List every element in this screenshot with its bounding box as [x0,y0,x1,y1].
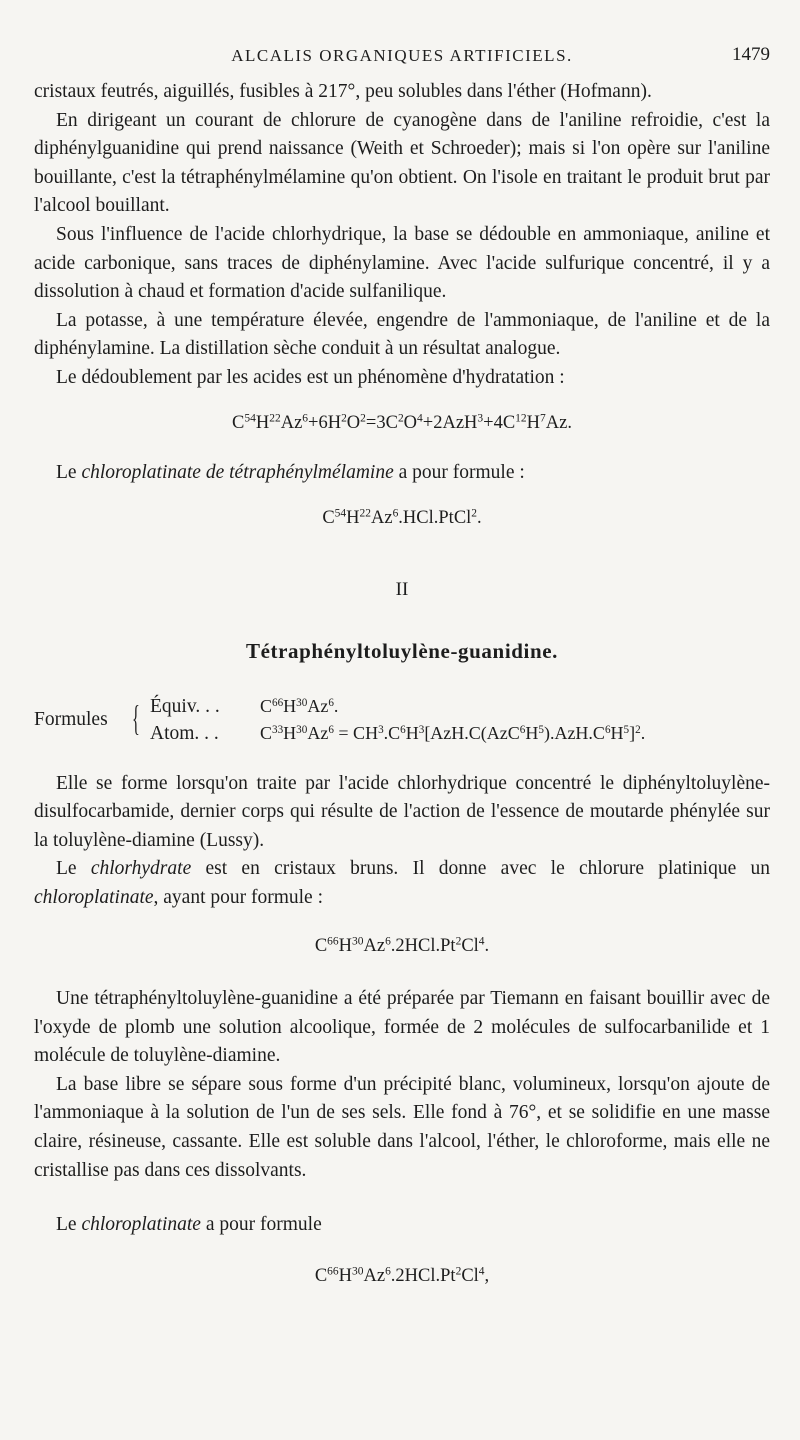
text-span: a pour formule [200,1214,322,1236]
page-number: 1479 [732,44,770,65]
compound-name: chloroplatinate [34,886,154,908]
paragraph: Elle se forme lorsqu'on traite par l'acide chlorhydrique concentré le diphényltoluylène-disulfocarbamide, dernier corps qui résulte de l'action de l'essence de moutarde phénylée sur la toluylène-diamine (Lussy). [34,772,770,851]
formula-row-equiv [150,692,338,722]
text-span: a pour formule : [393,462,525,484]
equiv-label: Équiv. . . [150,695,220,717]
chemical-formula: $C^{54}H^{22}Az^6.HCl.PtCl^2$. [322,507,482,528]
paragraph: La potasse, à une température élevée, engendre de l'ammoniaque, de l'aniline et de la diphénylamine. La distillation sèche conduit à un résultat analogue. [34,309,770,360]
text-span: est en cristaux bruns. Il donne avec le chlorure platinique un [191,858,770,880]
chemical-formula: $C^{66}H^{30}Az^6.2HCl.Pt^2Cl^4$. [314,936,490,957]
compound-name: chlorhydrate [90,858,192,880]
text-span: , ayant pour formule : [153,886,324,908]
chemical-formula: $C^{66}H^{30}Az^6.2HCl.Pt^2Cl^4$, [314,1265,490,1286]
text-span: Le [56,858,91,880]
paragraph: En dirigeant un courant de chlorure de cyanogène dans de l'aniline refroidie, c'est la diphénylguanidine qui prend naissance (Weith et Schroeder); mais si l'on opère sur l'aniline bouillante, c'est la tétraphénylmélamine qu'on obtient. On l'isole en traitant le produit brut par l'alcool bouillant. [34,109,770,217]
running-title: ALCALIS ORGANIQUES ARTIFICIELS. [231,46,573,65]
text-span: Le [56,1214,82,1236]
atom-label: Atom. . . [150,722,219,744]
paragraph [34,855,770,912]
brace: { [132,697,140,738]
section-number: II [395,579,409,601]
compound-name: chloroplatinate de tétraphénylmélamine [81,462,394,484]
page-body [34,78,770,1290]
paragraph: Sous l'influence de l'acide chlorhydrique, la base se dédouble en ammoniaque, aniline et acide carbonique, sans traces de diphénylamine. Avec l'acide sulfurique concentré, il y a dissolution à chaud et formation d'acide sulfanilique. [34,223,770,303]
formulas-label: Formules [34,708,108,730]
paragraph: cristaux feutrés, aiguillés, fusibles à 217°, peu solubles dans l'éther (Hofmann). [34,81,652,102]
hydration-equation: $C^{54}H^{22}Az^6+6H^2O^2=3C^2O^4+2AzH^3+4C^{12}H^7Az$. [232,412,572,433]
formulas-block [34,692,770,748]
paragraph: Le dédoublement par les acides est un phénomène d'hydratation : [56,366,565,388]
compound-name: chloroplatinate [81,1214,201,1236]
paragraph: Une tétraphényltoluylène-guanidine a été préparée par Tiemann en faisant bouillir avec de l'oxyde de plomb une solution alcoolique, formée de 2 molécules de sulfocarbanilide et 1 molécule de toluylène-diamine. [34,988,770,1067]
formula-row-atom [150,719,645,749]
atom-formula: $C^{33}H^{30}Az^6 = CH^3.C^6H^3[AzH.C(AzC^6H^5).AzH.C^6H^5]^2$. [260,722,646,743]
page-header [34,40,770,70]
section-title: Tétraphényltoluylène-guanidine. [245,638,559,663]
text-span: Le [56,462,82,484]
paragraph: La base libre se sépare sous forme d'un précipité blanc, volumineux, lorsqu'on ajoute de l'ammoniaque à la solution de l'un de ses sels. Elle fond à 76°, et se solidifie en une masse claire, résineuse, cassante. Elle est soluble dans l'alcool, l'éther, le chloroforme, mais elle ne cristallise pas dans ces dissolvants. [34,1073,770,1181]
paragraph [34,459,770,488]
equiv-formula: $C^{66}H^{30}Az^6$. [260,695,339,716]
paragraph [34,1211,770,1240]
